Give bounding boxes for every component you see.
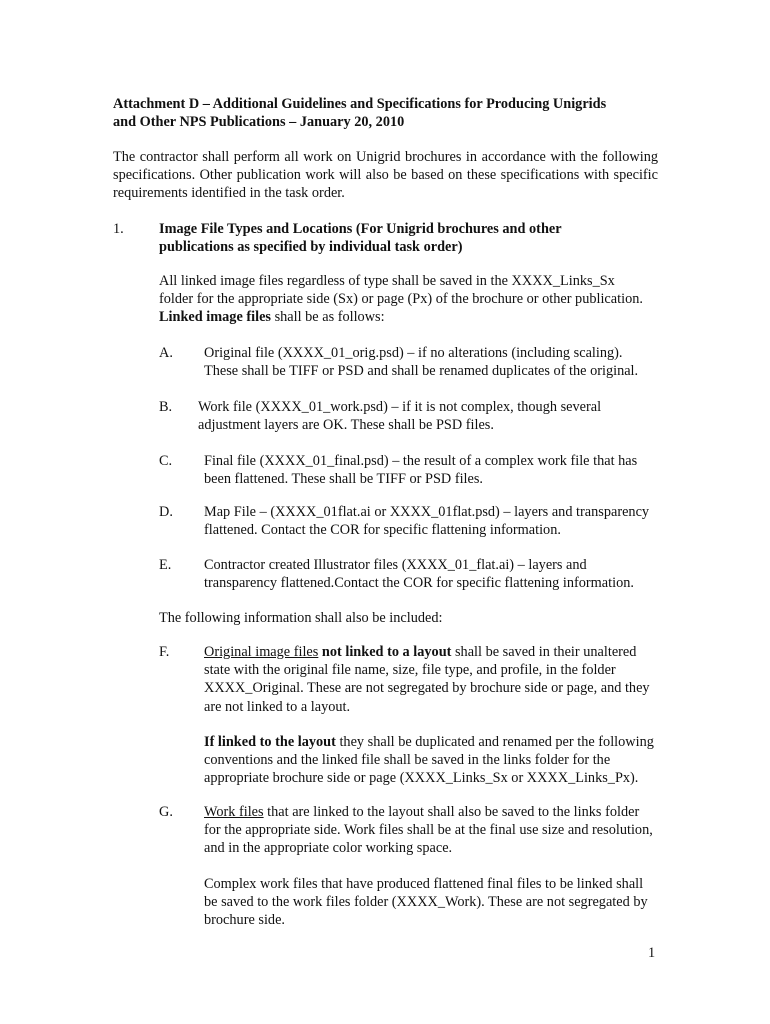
item-g-text xyxy=(204,803,684,858)
item-g-complex-paragraph xyxy=(204,875,684,930)
also-included-text: The following information shall also be included: xyxy=(159,610,443,626)
title-line: and Other NPS Publications – January 20, 2010 xyxy=(113,114,405,130)
bold-phrase: If linked to the layout xyxy=(204,734,336,750)
item-line: Contractor created Illustrator files (XXXX_01_flat.ai) – layers and xyxy=(204,557,587,573)
item-f-text xyxy=(204,643,684,716)
item-f-linked-paragraph xyxy=(204,733,684,788)
item-text: they shall be duplicated and renamed per the following xyxy=(335,734,654,750)
item-label-e: E. xyxy=(159,557,172,573)
item-line: Map File – (XXXX_01flat.ai or XXXX_01flat.psd) – layers and transparency xyxy=(204,504,650,520)
paragraph-line: folder for the appropriate side (Sx) or page (Px) of the brochure or other publication. xyxy=(159,291,643,308)
title-line: Attachment D – Additional Guidelines and Specifications for Producing Unigrids xyxy=(113,96,607,112)
page-number: 1 xyxy=(648,945,656,961)
item-line xyxy=(204,643,684,661)
underlined-phrase: Original image files xyxy=(204,644,319,660)
item-label-f: F. xyxy=(159,644,170,660)
bold-phrase: not linked to a layout xyxy=(318,644,452,660)
intro-paragraph: The contractor shall perform all work on Unigrid brochures in accordance with the following specifications. Other publication work will also be based on these specifications with specific requirements identified in the task order. xyxy=(113,149,658,202)
item-label-b: B. xyxy=(159,399,173,415)
item-line: brochure side. xyxy=(204,912,285,929)
item-line: Work file (XXXX_01_work.psd) – if it is not complex, though several xyxy=(198,399,602,415)
item-label-c: C. xyxy=(159,453,173,469)
item-line: for the appropriate side. Work files shall be at the final use size and resolution, xyxy=(204,822,653,839)
item-line: been flattened. These shall be TIFF or PSD files. xyxy=(204,471,484,488)
item-d-text xyxy=(204,503,684,539)
item-label-g: G. xyxy=(159,804,173,820)
item-c-text xyxy=(204,452,684,488)
section-paragraph xyxy=(159,272,684,327)
item-label-a: A. xyxy=(159,345,173,361)
item-line: flattened. Contact the COR for specific flattening information. xyxy=(204,522,561,539)
item-line: These shall be TIFF or PSD and shall be renamed duplicates of the original. xyxy=(204,363,639,380)
item-b-text xyxy=(198,398,678,434)
item-line xyxy=(204,803,684,821)
item-line: and in the appropriate color working space. xyxy=(204,840,453,857)
item-line: XXXX_Original. These are not segregated by brochure side or page, and they xyxy=(204,680,650,697)
section-heading-line: Image File Types and Locations (For Unigrid brochures and other xyxy=(159,221,562,237)
item-line xyxy=(204,733,684,751)
item-line: conventions and the linked file shall be saved in the links folder for the xyxy=(204,752,611,769)
item-line: transparency flattened.Contact the COR for specific flattening information. xyxy=(204,575,634,592)
section-heading-line: publications as specified by individual task order) xyxy=(159,239,463,255)
item-text: that are linked to the layout shall also be saved to the links folder xyxy=(263,804,640,820)
paragraph-text: shall be as follows: xyxy=(271,309,385,326)
item-line: be saved to the work files folder (XXXX_Work). These are not segregated by xyxy=(204,894,648,911)
document-title xyxy=(113,95,673,131)
item-a-text xyxy=(204,344,684,380)
item-line: state with the original file name, size, file type, and profile, in the folder xyxy=(204,662,616,679)
item-line: Complex work files that have produced flattened final files to be linked shall xyxy=(204,876,644,892)
item-text: shall be saved in their unaltered xyxy=(451,644,637,660)
item-e-text xyxy=(204,556,684,592)
section-heading xyxy=(159,220,639,256)
bold-phrase: Linked image files xyxy=(159,309,271,326)
item-label-d: D. xyxy=(159,504,173,520)
paragraph-line xyxy=(159,308,684,326)
item-line: Original file (XXXX_01_orig.psd) – if no alterations (including scaling). xyxy=(204,345,623,361)
section-number: 1. xyxy=(113,221,124,237)
paragraph-line: All linked image files regardless of type shall be saved in the XXXX_Links_Sx xyxy=(159,273,615,289)
item-line: adjustment layers are OK. These shall be PSD files. xyxy=(198,417,494,434)
underlined-phrase: Work files xyxy=(204,804,264,820)
item-line: are not linked to a layout. xyxy=(204,698,351,715)
item-line: Final file (XXXX_01_final.psd) – the result of a complex work file that has xyxy=(204,453,638,469)
item-line: appropriate brochure side or page (XXXX_Links_Sx or XXXX_Links_Px). xyxy=(204,770,639,787)
